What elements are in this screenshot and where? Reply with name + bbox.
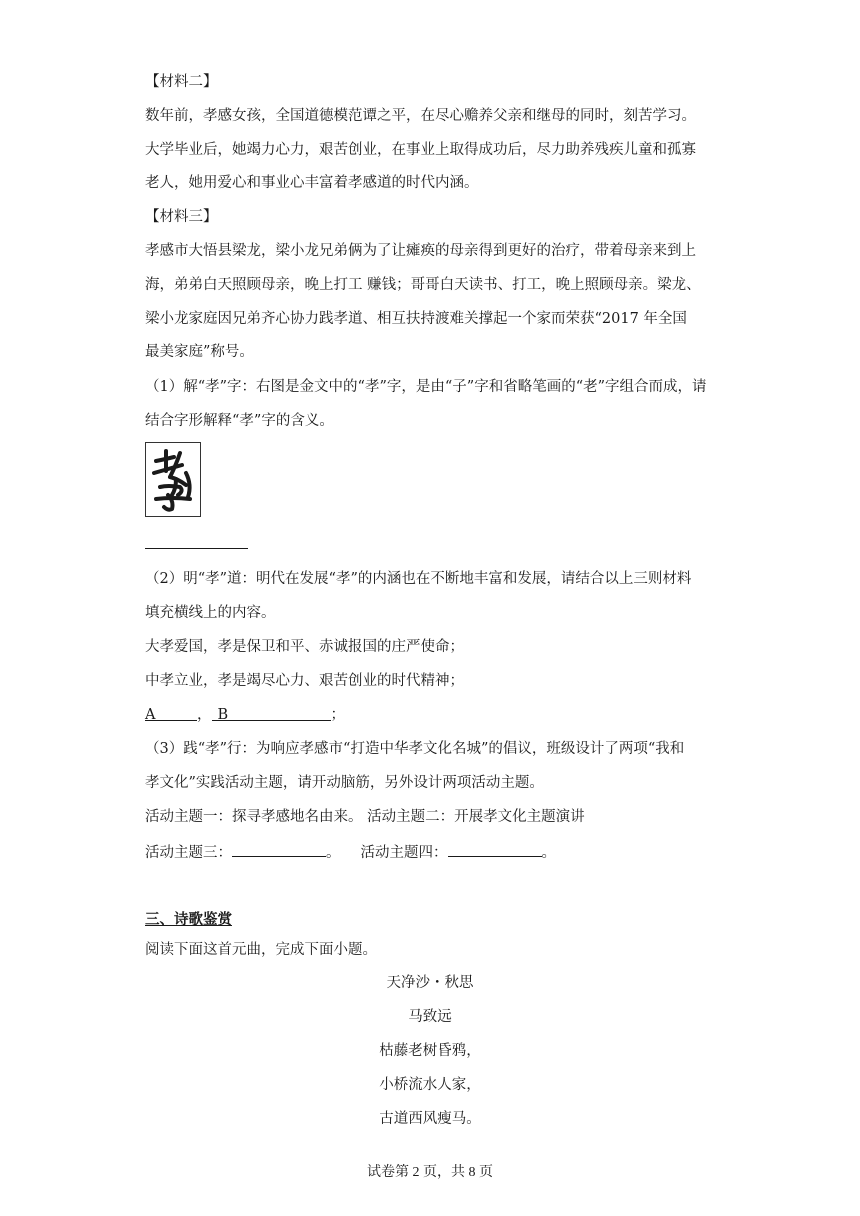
- q3-topic4-label: 活动主题四：: [360, 845, 448, 861]
- q1-line-1: （1）解“孝”字：右图是金文中的“孝”字，是由“子”字和省略笔画的“老”字组合而成，请: [145, 379, 707, 395]
- section3-title: 三、诗歌鉴赏: [145, 911, 232, 928]
- q2-line-3: 大孝爱国，孝是保卫和平、赤诚报国的庄严使命；: [145, 639, 464, 655]
- q2-separator: ，: [197, 707, 212, 723]
- q1-answer-line[interactable]: [145, 548, 248, 549]
- xiao-bronze-script-glyph-icon: [146, 443, 200, 516]
- material3-line-3: 梁小龙家庭因兄弟齐心协力践孝道、相互扶持渡难关撑起一个家而荣获“2017 年全国: [145, 311, 687, 327]
- material3-line-1: 孝感市大悟县梁龙，梁小龙兄弟俩为了让瘫痪的母亲得到更好的治疗，带着母亲来到上: [145, 243, 696, 259]
- q3-line-3: 活动主题一：探寻孝感地名由来。 活动主题二：开展孝文化主题演讲: [145, 809, 585, 825]
- q3-topics-row: [145, 841, 556, 863]
- q2-line-2: 填充横线上的内容。: [145, 605, 276, 621]
- q2-blank-a[interactable]: [145, 705, 197, 721]
- poem-line-2: 小桥流水人家，: [379, 1077, 481, 1093]
- poem-line-1: 枯藤老树昏鸦，: [379, 1043, 481, 1059]
- q3-topic3-blank[interactable]: [232, 841, 326, 857]
- q3-topic3-label: 活动主题三：: [145, 845, 232, 861]
- q3-line-1: （3）践“孝”行：为响应孝感市“打造中华孝文化名城”的倡议，班级设计了两项“我和: [145, 741, 685, 757]
- q3-topic3-end: 。: [326, 845, 341, 861]
- material3-line-4: 最美家庭”称号。: [145, 344, 254, 360]
- page-footer: 试卷第 2 页，共 8 页: [367, 1165, 493, 1180]
- poem-title: 天净沙・秋思: [386, 975, 474, 991]
- section3-instruction: 阅读下面这首元曲，完成下面小题。: [145, 942, 377, 958]
- material3-heading: 【材料三】: [145, 209, 218, 225]
- q3-topic4-end: 。: [541, 845, 556, 861]
- q2-blank-b-label: B: [217, 707, 229, 723]
- q3-line-2: 孝文化”实践活动主题，请开动脑筋，另外设计两项活动主题。: [145, 775, 544, 791]
- q2-line-1: （2）明“孝”道：明代在发展“孝”的内涵也在不断地丰富和发展，请结合以上三则材料: [145, 571, 692, 587]
- poem-author: 马致远: [408, 1009, 452, 1025]
- material2-line-2: 大学毕业后，她竭力心力，艰苦创业，在事业上取得成功后，尽力助养残疾儿童和孤寡: [145, 142, 696, 158]
- q2-line-4: 中孝立业，孝是竭尽心力、艰苦创业的时代精神；: [145, 673, 464, 689]
- q2-blanks-row: [145, 705, 345, 725]
- material3-line-2: 海，弟弟白天照顾母亲，晚上打工 赚钱；哥哥白天读书、打工，晚上照顾母亲。梁龙、: [145, 277, 701, 293]
- material2-line-1: 数年前，孝感女孩，全国道德模范谭之平，在尽心赡养父亲和继母的同时，刻苦学习。: [145, 108, 696, 124]
- material2-heading: 【材料二】: [145, 74, 218, 90]
- xiao-glyph-image: [145, 442, 201, 517]
- q2-blank-a-label: A: [145, 707, 156, 723]
- q2-end: ；: [330, 707, 345, 723]
- q3-topic4-blank[interactable]: [448, 841, 542, 857]
- material2-line-3: 老人，她用爱心和事业心丰富着孝感道的时代内涵。: [145, 175, 479, 191]
- q1-line-2: 结合字形解释“孝”字的含义。: [145, 413, 334, 429]
- q2-blank-b[interactable]: [212, 705, 331, 721]
- poem-line-3: 古道西风瘦马。: [379, 1111, 481, 1127]
